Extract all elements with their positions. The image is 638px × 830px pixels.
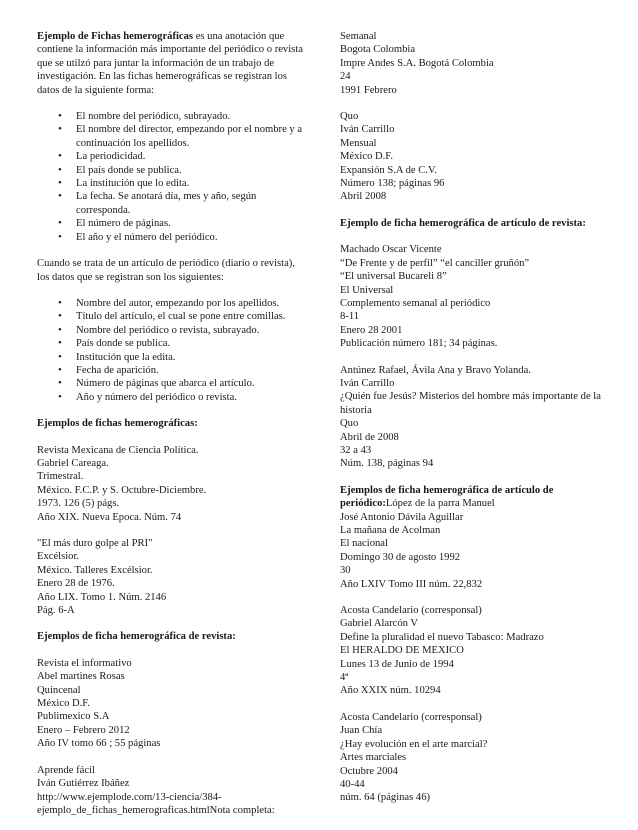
entry-line: Acosta Candelario (corresponsal)	[340, 711, 482, 723]
entry-line: Semanal	[340, 31, 377, 42]
entry-line: El Universal	[340, 284, 394, 296]
intro-paragraph	[37, 30, 309, 97]
example-card	[37, 537, 309, 617]
right-column	[340, 30, 602, 818]
magazine-article-heading: Ejemplo de ficha hemerográfica de artículo de revista:	[340, 217, 586, 229]
entry-line: La mañana de Acolman	[340, 525, 441, 536]
entry-line: Abel martines Rosas	[37, 671, 125, 683]
entry-line: Gabriel Alarcón V	[340, 618, 419, 630]
entry-line: José Antonio Dávila Aguillar	[340, 511, 464, 523]
examples-heading: Ejemplos de fichas hemerográficas:	[37, 418, 198, 430]
heading-author-text: López de la parra Manuel	[385, 498, 495, 510]
entry-line: Enero 28 2001	[340, 324, 403, 336]
entry-line: ¿Hay evolución en el arte marcial?	[340, 738, 488, 750]
list-item: • El número de páginas.	[37, 217, 309, 230]
list-item: • Institución que la edita.	[37, 351, 309, 364]
entry-line: México. Talleres Excélsior.	[37, 564, 153, 576]
entry-line: Núm. 138, páginas 94	[340, 458, 434, 470]
entry-line: Enero – Febrero 2012	[37, 724, 130, 736]
entry-line: El nacional	[340, 538, 388, 550]
entry-line: Pág. 6-A	[37, 605, 75, 617]
list-item: • Número de páginas que abarca el artículo.	[37, 377, 309, 390]
list-item: • Nombre del autor, empezando por los apellidos.	[37, 297, 309, 310]
entry-line: Aprende fácil	[37, 764, 95, 776]
list-item: • La institución que lo edita.	[37, 177, 309, 190]
entry-line: Antúnez Rafael, Ávila Ana y Bravo Yolanda.	[340, 364, 531, 376]
entry-line: 24	[340, 71, 351, 83]
entry-line: Expansión S.A de C.V.	[340, 164, 437, 176]
newspaper-article-heading	[340, 485, 553, 509]
list-item: • El nombre del director, empezando por el nombre y a continuación los apellidos.	[37, 123, 309, 150]
entry-line: Excélsior.	[37, 551, 80, 563]
intro-text: es una anotación que contiene la información más importante del periódico o revista que se utilzó para juntar la información de un trabajo de investigación. En las fichas hemerográficas se registran los datos de la siguiente forma:	[37, 31, 303, 96]
entry-line: Año IV tomo 66 ; 55 páginas	[37, 738, 161, 750]
entry-line: 8-11	[340, 311, 360, 323]
entry-line: Artes marciales	[340, 752, 407, 764]
newspaper-article-example	[340, 484, 602, 591]
example-card	[340, 110, 602, 204]
example-card	[340, 364, 602, 471]
entry-line: Año XIX. Nueva Epoca. Núm. 74	[37, 511, 182, 523]
entry-line: 4ª	[340, 672, 349, 684]
entry-line: Iván Carrillo	[340, 124, 395, 136]
entry-line: 30	[340, 565, 351, 577]
heading-bold-text: Ejemplos de ficha hemerográfica de artículo de periódico:	[340, 484, 554, 510]
entry-line: Revista el informativo	[37, 657, 132, 669]
list-item: • La periodicidad.	[37, 150, 309, 163]
list-item: • El año y el número del periódico.	[37, 231, 309, 244]
entry-line: Año LIX. Tomo 1. Núm. 2146	[37, 591, 167, 603]
list-item: • Nombre del periódico o revista, subrayado.	[37, 324, 309, 337]
list-item: • Fecha de aparición.	[37, 364, 309, 377]
entry-line: Trimestral.	[37, 471, 84, 483]
article-fields-list	[37, 297, 309, 404]
list-item: • El país donde se publica.	[37, 164, 309, 177]
entry-line: Octubre 2004	[340, 765, 398, 777]
entry-line: Iván Carrillo	[340, 377, 395, 389]
left-column	[37, 30, 309, 830]
example-card	[340, 711, 602, 805]
entry-line: Mensual	[340, 137, 377, 149]
entry-line: Quo	[340, 111, 359, 123]
list-item: • País donde se publica.	[37, 337, 309, 350]
fields-list	[37, 110, 309, 244]
entry-line: 1973. 126 (5) págs.	[37, 498, 120, 510]
entry-line: Define la pluralidad el nuevo Tabasco: Madrazo	[340, 631, 544, 643]
entry-line: Número 138; páginas 96	[340, 178, 445, 190]
example-card	[340, 243, 602, 350]
example-card	[37, 657, 309, 751]
magazine-examples-heading: Ejemplos de ficha hemerográfica de revista:	[37, 631, 236, 643]
list-item: • El nombre del periódico, subrayado.	[37, 110, 309, 123]
entry-line: Quincenal	[37, 684, 81, 696]
entry-line: México D.F.	[37, 698, 90, 710]
entry-line: Lunes 13 de Junio de 1994	[340, 658, 454, 670]
entry-line: Abril de 2008	[340, 431, 399, 443]
entry-line: Acosta Candelario (corresponsal)	[340, 605, 482, 617]
entry-line: Impre Andes S.A. Bogotá Colombia	[340, 57, 494, 69]
example-card	[37, 444, 309, 524]
entry-line: Abril 2008	[340, 191, 387, 203]
entry-line: Año XXIX núm. 10294	[340, 685, 441, 697]
entry-line: “El universal Bucareli 8”	[340, 271, 447, 283]
example-card	[340, 30, 602, 97]
entry-line: Año LXIV Tomo III núm. 22,832	[340, 578, 483, 590]
entry-line: Revista Mexicana de Ciencia Política.	[37, 444, 199, 456]
entry-line: Iván Gutiérrez Ibáñez	[37, 778, 130, 790]
entry-line: Machado Oscar Vicente	[340, 244, 442, 256]
intro-bold-term: Ejemplo de Fichas hemerográficas	[37, 31, 194, 42]
entry-line: El HERALDO DE MEXICO	[340, 645, 464, 657]
example-card-lines	[340, 511, 602, 591]
entry-line: Bogota Colombia	[340, 44, 416, 56]
article-fields-paragraph: Cuando se trata de un artículo de periódico (diario o revista), los datos que se registran son los siguientes:	[37, 258, 295, 283]
entry-line: Complemento semanal al periódico	[340, 297, 491, 309]
entry-line: Quo	[340, 418, 359, 430]
entry-line: Publimexico S.A	[37, 711, 110, 723]
list-item: • La fecha. Se anotará día, mes y año, según corresponda.	[37, 190, 309, 217]
entry-line: Enero 28 de 1976.	[37, 578, 115, 590]
entry-line: ¿Quién fue Jesús? Misterios del hombre más importante de la historia	[340, 391, 601, 416]
entry-line: Gabriel Careaga.	[37, 457, 109, 469]
entry-line: 32 a 43	[340, 444, 372, 456]
entry-line: “De Frente y de perfil” “el canciller gruñón”	[340, 257, 530, 269]
entry-line: http://www.ejemplode.com/13-ciencia/384-ejemplo_de_fichas_hemerograficas.htmlNota completa:	[37, 791, 275, 816]
entry-line: "El más duro golpe al PRI"	[37, 538, 153, 549]
entry-line: México D.F.	[340, 151, 393, 163]
example-card	[37, 764, 309, 818]
list-item: • Año y número del periódico o revista.	[37, 391, 309, 404]
entry-line: Juan Chía	[340, 725, 383, 737]
entry-line: Domingo 30 de agosto 1992	[340, 551, 461, 563]
entry-line: 1991 Febrero	[340, 84, 397, 96]
list-item: • Título del artículo, el cual se pone entre comillas.	[37, 310, 309, 323]
entry-line: Publicación número 181; 34 páginas.	[340, 338, 498, 350]
example-card	[340, 604, 602, 698]
entry-line: 40-44	[340, 778, 365, 790]
entry-line: núm. 64 (páginas 46)	[340, 792, 431, 804]
entry-line: México. F.C.P. y S. Octubre-Diciembre.	[37, 484, 207, 496]
